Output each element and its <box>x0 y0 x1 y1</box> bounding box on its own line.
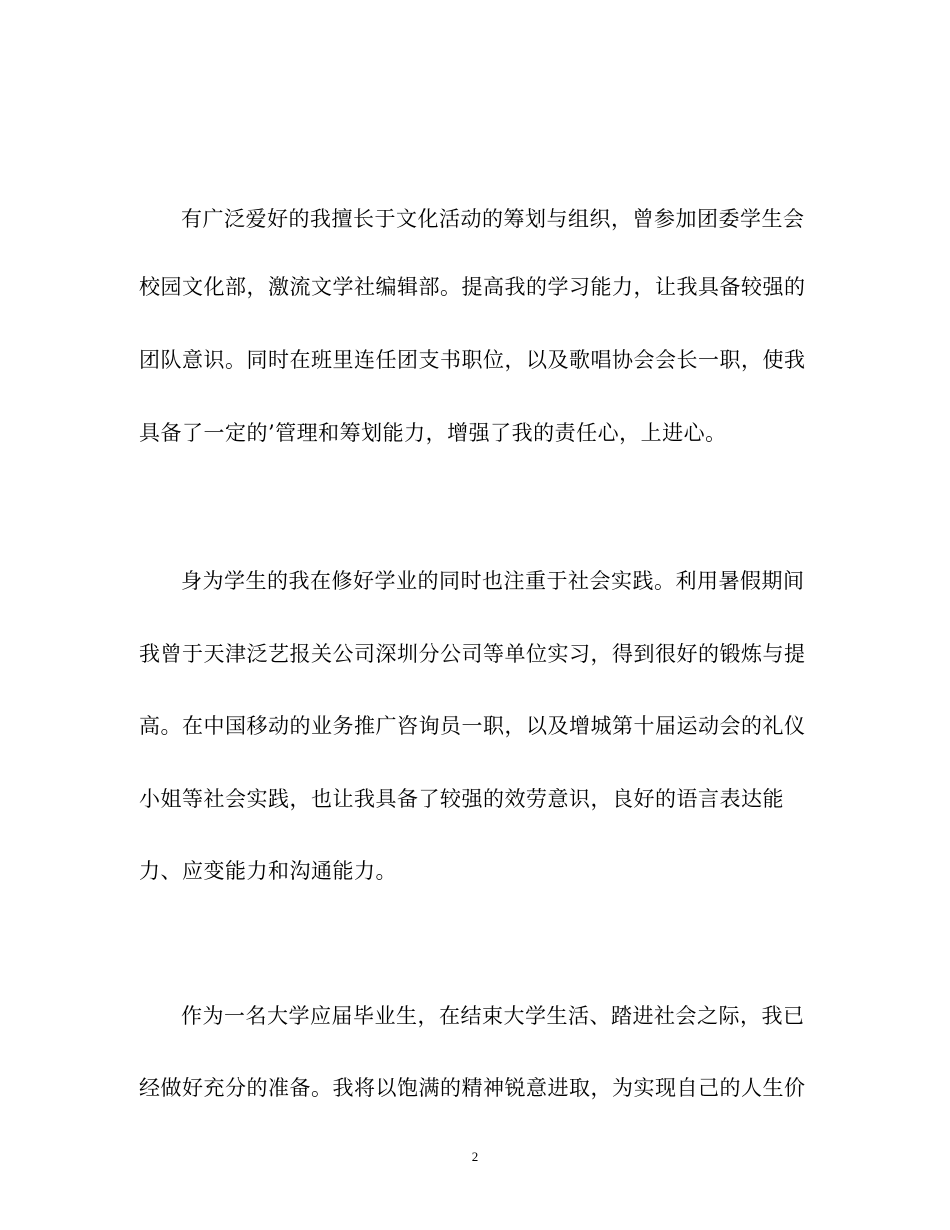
paragraph-1-line-1: 有广泛爱好的我擅长于文化活动的筹划与组织，曾参加团委学生会 <box>181 207 805 231</box>
paragraph-2-line-4: 小姐等社会实践，也让我具备了较强的效劳意识，良好的语言表达能 <box>139 787 784 811</box>
paragraph-1-line-2: 校园文化部，激流文学社编辑部。提高我的学习能力，让我具备较强的 <box>139 275 806 299</box>
paragraph-3-line-1: 作为一名大学应届毕业生，在结束大学生活、踏进社会之际，我已 <box>181 1004 805 1028</box>
paragraph-2-line-2: 我曾于天津泛艺报关公司深圳分公司等单位实习，得到很好的锻炼与提 <box>139 642 806 666</box>
paragraph-1-line-4: 具备了一定的’管理和筹划能力，增强了我的责任心，上进心。 <box>139 421 727 445</box>
paragraph-3-line-2: 经做好充分的准备。我将以饱满的精神锐意进取，为实现自己的人生价 <box>139 1076 806 1100</box>
paragraph-1-line-3: 团队意识。同时在班里连任团支书职位，以及歌唱协会会长一职，使我 <box>139 348 806 372</box>
paragraph-2-line-5: 力、应变能力和沟通能力。 <box>139 859 397 883</box>
paragraph-2-line-3: 高。在中国移动的业务推广咨询员一职，以及增城第十届运动会的礼仪 <box>139 714 806 738</box>
page-number: 2 <box>471 1149 479 1164</box>
paragraph-2-line-1: 身为学生的我在修好学业的同时也注重于社会实践。利用暑假期间 <box>181 569 805 593</box>
